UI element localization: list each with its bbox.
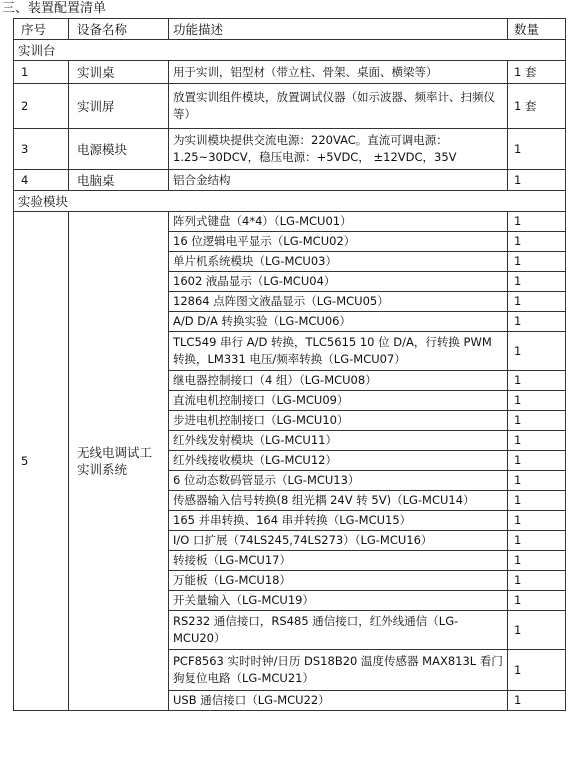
row-qty: 1 [508,551,566,571]
table-row [14,170,566,191]
row-desc: A/D D/A 转换实验（LG-MCU06） [169,312,508,332]
row-qty: 1 [508,292,566,312]
header-no: 序号 [14,19,69,40]
section-heading: 三、装置配置清单 [2,1,107,16]
row-no: 5 [14,212,69,711]
row-name: 实训屏 [69,84,169,129]
row-name: 实训桌 [69,61,169,84]
row-qty: 1 [508,531,566,551]
row-name: 电脑桌 [69,170,169,191]
header-qty: 数量 [508,19,566,40]
row-desc: RS232 通信接口，RS485 通信接口，红外线通信（LG-MCU20） [169,611,508,650]
row-qty: 1 [508,391,566,411]
row-name: 电源模块 [69,129,169,170]
equipment-config-table [13,18,566,711]
row-qty: 1 [508,691,566,711]
row-no: 4 [14,170,69,191]
row-qty: 1 [508,650,566,691]
row-name: 无线电调试工实训系统 [69,212,169,711]
row-qty: 1 [508,232,566,252]
row-qty: 1 [508,451,566,471]
row-qty: 1 [508,312,566,332]
section-title: 实验模块 [14,191,566,212]
row-desc: 放置实训组件模块，放置调试仪器（如示波器、频率计、扫频仪等） [169,84,508,129]
row-desc: PCF8563 实时时钟/日历 DS18B20 温度传感器 MAX813L 看门狗复位电路（LG-MCU21） [169,650,508,691]
table-row [14,61,566,84]
row-qty: 1 [508,252,566,272]
row-qty: 1 套 [508,61,566,84]
row-no: 1 [14,61,69,84]
row-no: 2 [14,84,69,129]
row-desc: 铝合金结构 [169,170,508,191]
table-row [14,84,566,129]
row-desc: 为实训模块提供交流电源：220VAC。直流可调电源：1.25~30DCV，稳压电源：+5VDC， ±12VDC，35V [169,129,508,170]
section-title: 实训台 [14,40,566,61]
row-desc: 转接板（LG-MCU17） [169,551,508,571]
row-qty: 1 [508,611,566,650]
row-qty: 1 [508,491,566,511]
row-qty: 1 套 [508,84,566,129]
header-desc: 功能描述 [169,19,508,40]
row-desc: 165 并串转换、164 串并转换（LG-MCU15） [169,511,508,531]
row-desc: 步进电机控制接口（LG-MCU10） [169,411,508,431]
row-qty: 1 [508,212,566,232]
row-desc: 单片机系统模块（LG-MCU03） [169,252,508,272]
row-desc: 红外线接收模块（LG-MCU12） [169,451,508,471]
header-name: 设备名称 [69,19,169,40]
row-desc: 12864 点阵图文液晶显示（LG-MCU05） [169,292,508,312]
row-desc: 万能板（LG-MCU18） [169,571,508,591]
row-desc: 阵列式键盘（4*4）（LG-MCU01） [169,212,508,232]
row-desc: 继电器控制接口（4 组）（LG-MCU08） [169,371,508,391]
row-desc: I/O 口扩展（74LS245,74LS273）（LG-MCU16） [169,531,508,551]
row-qty: 1 [508,129,566,170]
row-qty: 1 [508,591,566,611]
row-desc: 开关量输入（LG-MCU19） [169,591,508,611]
row-desc: 16 位逻辑电平显示（LG-MCU02） [169,232,508,252]
row-desc: 1602 液晶显示（LG-MCU04） [169,272,508,292]
table-header-row [14,19,566,40]
row-no: 3 [14,129,69,170]
row-desc: TLC549 串行 A/D 转换，TLC5615 10 位 D/A，行转换 PWM 转换，LM331 电压/频率转换（LG-MCU07） [169,332,508,371]
row-qty: 1 [508,272,566,292]
row-qty: 1 [508,471,566,491]
row-desc: 红外线发射模块（LG-MCU11） [169,431,508,451]
row-qty: 1 [508,371,566,391]
row-qty: 1 [508,332,566,371]
row-desc: 用于实训，铝型材（带立柱、骨架、桌面、横梁等） [169,61,508,84]
row-qty: 1 [508,511,566,531]
section-row-training-table [14,40,566,61]
row-qty: 1 [508,431,566,451]
row-qty: 1 [508,170,566,191]
row-qty: 1 [508,411,566,431]
table-row [14,212,566,232]
section-row-experiment-modules [14,191,566,212]
row-desc: 6 位动态数码管显示（LG-MCU13） [169,471,508,491]
row-desc: 传感器输入信号转换(8 组光耦 24V 转 5V)（LG-MCU14） [169,491,508,511]
table-row [14,129,566,170]
row-qty: 1 [508,571,566,591]
row-desc: USB 通信接口（LG-MCU22） [169,691,508,711]
row-desc: 直流电机控制接口（LG-MCU09） [169,391,508,411]
